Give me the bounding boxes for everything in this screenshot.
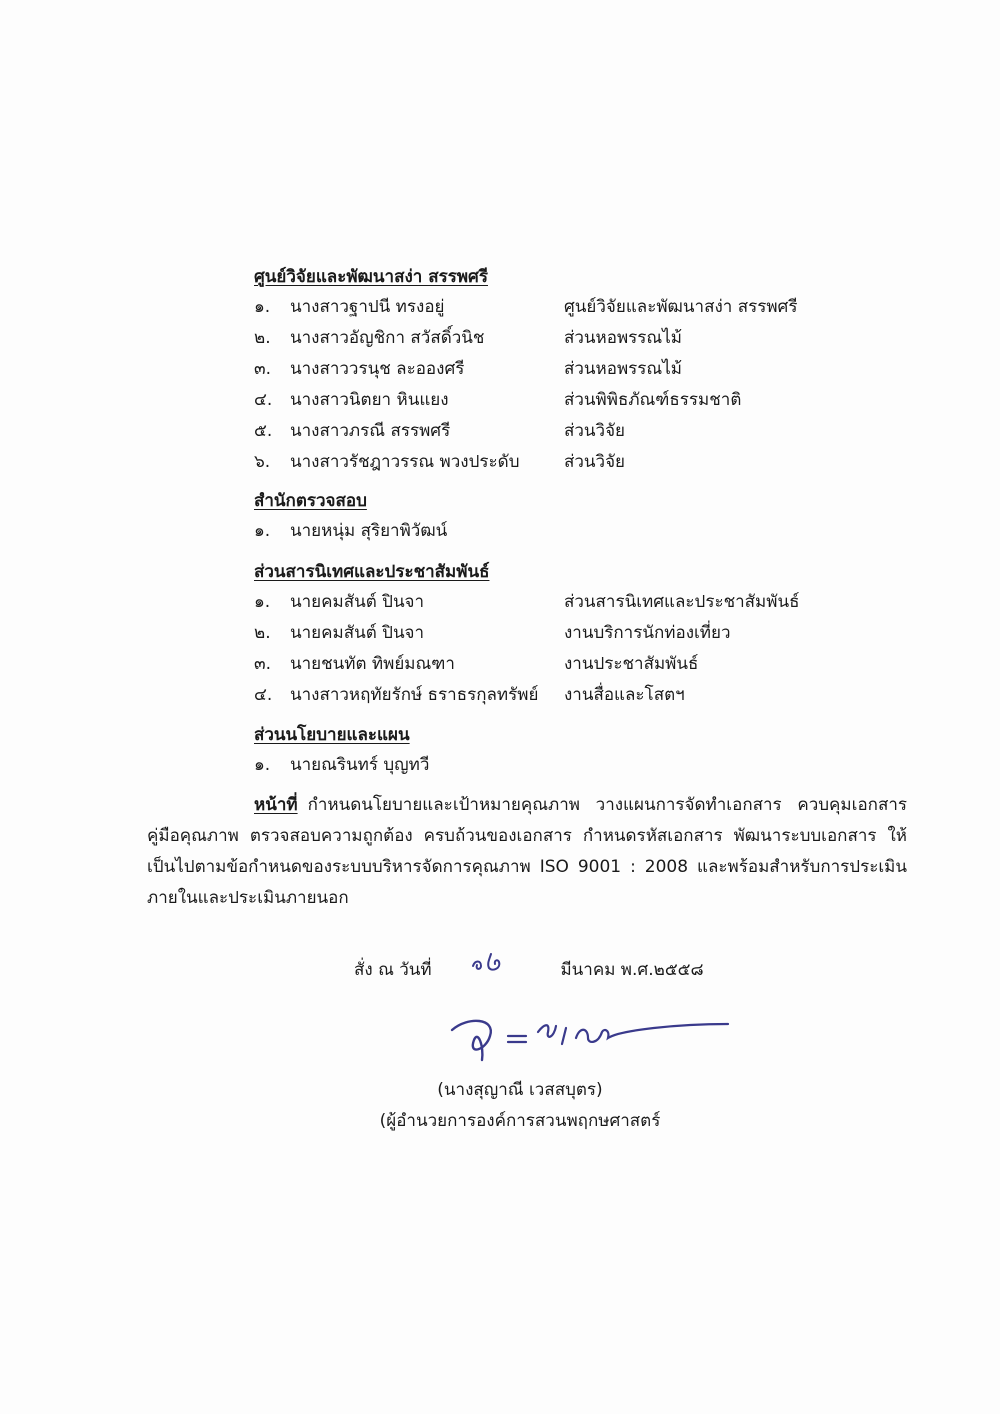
member-unit: ส่วนหอพรรณไม้ [564, 359, 682, 379]
member-unit: ส่วนวิจัย [564, 421, 626, 441]
handwritten-day-mark [469, 950, 509, 976]
member-name: นางสาวอัญชิกา สวัสดิ์วนิช [290, 328, 485, 348]
member-row [254, 292, 874, 323]
member-row [254, 618, 874, 649]
section-title: สำนักตรวจสอบ [254, 491, 367, 511]
signer-block [370, 1075, 670, 1137]
member-name: นายชนทัต ทิพย์มณฑา [290, 654, 455, 674]
member-number: ๑. [254, 592, 271, 612]
section-title: ศูนย์วิจัยและพัฒนาสง่า สรรพศรี [254, 267, 488, 287]
member-number: ๓. [254, 359, 272, 379]
member-unit: ศูนย์วิจัยและพัฒนาสง่า สรรพศรี [564, 297, 798, 317]
member-unit: งานบริการนักท่องเที่ยว [564, 623, 731, 643]
signature-mark [438, 1008, 738, 1068]
member-name: นายคมสันต์ ปินจา [290, 592, 425, 612]
duty-text: กำหนดนโยบายและเป้าหมายคุณภาพ วางแผนการจัดทำเอกสาร ควบคุมเอกสาร คู่มือคุณภาพ ตรวจสอบความถูกต้อง ครบถ้วนของเอกสาร กำหนดรหัสเอกสาร พัฒนาระบบเอกสาร ให้เป็นไปตามข้อกำหนดของระบบบริหารจัดการคุณภาพ ISO 9001 : 2008 และพร้อมสำหรับการประเมินภายในและประเมินภายนอก [147, 795, 907, 908]
member-number: ๕. [254, 421, 273, 441]
member-row [254, 447, 874, 478]
duty-paragraph [147, 790, 907, 914]
member-name: นายณรินทร์ บุญทวี [290, 755, 430, 775]
member-unit: ส่วนวิจัย [564, 452, 626, 472]
section-title: ส่วนสารนิเทศและประชาสัมพันธ์ [254, 562, 490, 582]
member-name: นางสาวฐาปนี ทรงอยู่ [290, 297, 445, 317]
member-name: นางสาวนิตยา หินแยง [290, 390, 449, 410]
member-unit: งานสื่อและโสตฯ [564, 685, 685, 705]
member-unit: ส่วนพิพิธภัณฑ์ธรรมชาติ [564, 390, 742, 410]
section-title: ส่วนนโยบายและแผน [254, 725, 410, 745]
member-unit: ส่วนสารนิเทศและประชาสัมพันธ์ [564, 592, 800, 612]
member-name: นางสาวรัชฎาวรรณ พวงประดับ [290, 452, 520, 472]
member-row [254, 354, 874, 385]
member-row [254, 416, 874, 447]
member-number: ๒. [254, 328, 271, 348]
member-unit: ส่วนหอพรรณไม้ [564, 328, 682, 348]
member-number: ๓. [254, 654, 272, 674]
member-number: ๔. [254, 390, 273, 410]
section-audit-office [254, 486, 874, 547]
member-number: ๑. [254, 297, 271, 317]
section-research-center [254, 262, 874, 478]
member-row [254, 587, 874, 618]
member-number: ๒. [254, 623, 271, 643]
duty-label: หน้าที่ [254, 795, 298, 815]
section-public-relations [254, 557, 874, 711]
member-name: นายหนุ่ม สุริยาพิวัฒน์ [290, 521, 448, 541]
order-date-line [354, 955, 704, 985]
member-name: นางสาวหฤทัยรักษ์ ธราธรกุลทรัพย์ [290, 685, 539, 705]
order-prefix: สั่ง ณ วันที่ [354, 960, 432, 980]
member-number: ๖. [254, 452, 271, 472]
member-number: ๑. [254, 755, 271, 775]
member-number: ๔. [254, 685, 273, 705]
member-row [254, 750, 874, 781]
member-row [254, 649, 874, 680]
order-month-year: มีนาคม พ.ศ.๒๕๕๘ [560, 960, 704, 980]
member-name: นางสาววรนุช ละอองศรี [290, 359, 465, 379]
member-unit: งานประชาสัมพันธ์ [564, 654, 699, 674]
signer-position: (ผู้อำนวยการองค์การสวนพฤกษศาสตร์ [379, 1111, 661, 1131]
member-row [254, 680, 874, 711]
signer-name: (นางสุญาณี เวสสบุตร) [437, 1080, 603, 1100]
member-row [254, 323, 874, 354]
member-name: นางสาวภรณี สรรพศรี [290, 421, 451, 441]
member-row [254, 516, 874, 547]
member-name: นายคมสันต์ ปินจา [290, 623, 425, 643]
member-number: ๑. [254, 521, 271, 541]
member-row [254, 385, 874, 416]
section-policy-planning [254, 720, 874, 781]
